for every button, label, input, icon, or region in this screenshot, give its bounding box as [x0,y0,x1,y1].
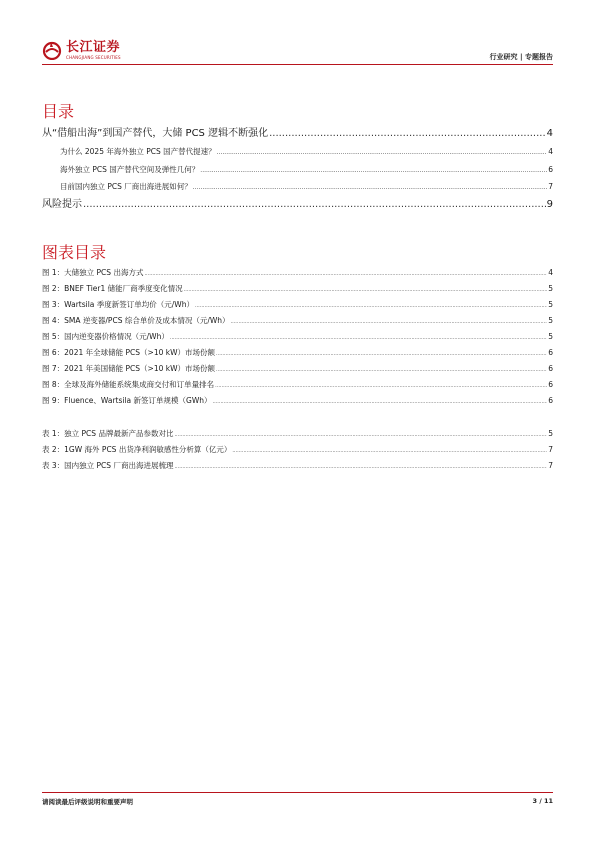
figure-item[interactable] [42,361,553,377]
figure-item-text: 图 8：全球及海外储能系统集成商交付和订单量排名 [42,380,215,389]
figure-list [42,265,553,409]
figure-item-text: 图 2：BNEF Tier1 储能厂商季度变化情况 [42,284,183,293]
toc-item-page: 9 [546,198,553,210]
toc-title: 目录 [42,102,75,121]
figure-item[interactable] [42,377,553,393]
toc-item-page: 7 [548,182,553,191]
table-item[interactable] [42,442,553,458]
leader-dots [174,459,547,475]
table-item-text: 表 3：国内独立 PCS 厂商出海进展梳理 [42,461,174,470]
figure-item-page: 5 [548,332,553,341]
page-header [42,40,553,64]
figures-title: 图表目录 [42,243,107,262]
toc-item-page: 6 [548,164,553,174]
toc-item-text: 从“借船出海”到国产替代，大储 PCS 逻辑不断强化 [42,128,269,139]
leader-dots [231,314,548,330]
header-divider [42,64,553,65]
table-item-page: 7 [548,445,553,454]
toc-item-text: 风险提示 [42,198,82,210]
figure-item-text: 图 4：SMA 逆变器/PCS 综合单价及成本情况（元/Wh） [42,316,230,325]
leader-dots [195,298,547,314]
figure-item[interactable] [42,281,553,297]
leader-dots [193,179,547,197]
leader-dots [269,125,546,143]
toc-item-page: 4 [548,147,553,156]
figure-item[interactable] [42,265,553,281]
table-item-text: 表 2：1GW 海外 PCS 出货净利润敏感性分析算（亿元） [42,445,232,454]
toc-item[interactable] [42,125,553,143]
table-item-page: 5 [548,429,553,438]
leader-dots [232,443,547,459]
page-number: 3 / 11 [532,797,553,805]
leader-dots [184,282,548,298]
logo-text-en: CHANGJIANG SECURITIES [66,54,121,60]
leader-dots [174,427,547,443]
figure-item-page: 6 [548,364,553,373]
table-item-page: 7 [548,461,553,470]
figure-item-page: 6 [548,348,553,357]
leader-dots [83,196,546,214]
leader-dots [217,144,548,162]
leader-dots [170,330,547,346]
figure-item-page: 5 [548,300,553,309]
toc-item[interactable] [42,143,553,161]
figure-item-text: 图 3：Wartsila 季度新签订单均价（元/Wh） [42,300,194,309]
table-item-text: 表 1：独立 PCS 品牌最新产品参数对比 [42,429,174,438]
toc-item-text: 为什么 2025 年海外独立 PCS 国产替代提速？ [60,147,216,156]
leader-dots [216,362,547,378]
table-item[interactable] [42,426,553,442]
figure-item-text: 图 7：2021 年美国储能 PCS（>10 kW）市场份额 [42,364,216,373]
figure-item-text: 图 5：国内逆变器价格情况（元/Wh） [42,332,169,341]
figure-item-page: 6 [548,380,553,389]
disclaimer-note: 请阅读最后评级说明和重要声明 [42,798,133,806]
table-item[interactable] [42,458,553,474]
figure-item-text: 图 9：Fluence、Wartsila 新签订单规模（GWh） [42,396,212,405]
leader-dots [144,266,547,282]
toc-item-text: 海外独立 PCS 国产替代空间及弹性几何？ [60,164,200,174]
figure-item-text: 图 6：2021 年全球储能 PCS（>10 kW）市场份额 [42,348,216,357]
figure-item[interactable] [42,313,553,329]
leader-dots [200,162,547,180]
toc-item-text: 目前国内独立 PCS 厂商出海进展如何？ [60,182,192,191]
toc-item[interactable] [42,196,553,214]
figure-item-page: 6 [548,396,553,405]
toc-item-page: 4 [546,128,553,139]
report-type: 行业研究 | 专题报告 [489,53,553,61]
figure-item-text: 图 1：大储独立 PCS 出海方式 [42,268,144,277]
figure-item[interactable] [42,345,553,361]
figure-item[interactable] [42,393,553,409]
logo-text-cn: 长江证券 [66,39,121,55]
leader-dots [215,378,547,394]
footer-divider [42,792,553,793]
logo-mark-icon [42,40,62,60]
toc-item[interactable] [42,178,553,196]
company-logo [42,40,121,60]
table-list [42,426,553,474]
figure-item-page: 4 [548,268,553,277]
figure-item-page: 5 [548,284,553,293]
figure-item[interactable] [42,297,553,313]
leader-dots [216,346,547,362]
figure-item[interactable] [42,329,553,345]
toc-item[interactable] [42,161,553,179]
figure-item-page: 5 [548,316,553,325]
leader-dots [213,394,548,410]
toc-list [42,125,553,214]
